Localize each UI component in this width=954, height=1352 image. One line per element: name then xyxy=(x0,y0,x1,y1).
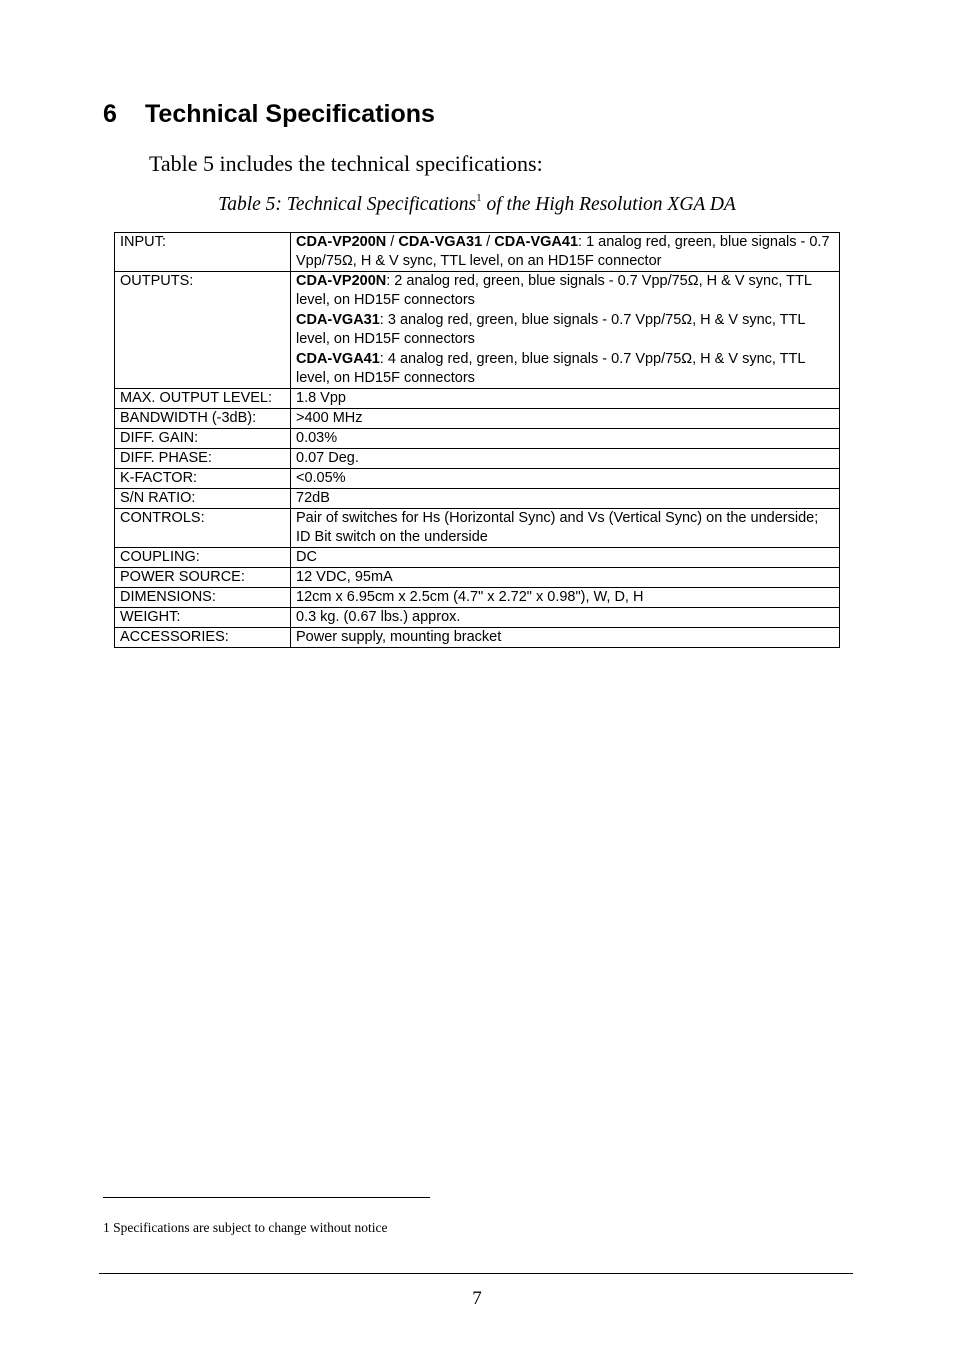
specifications-table xyxy=(114,232,840,648)
spec-value xyxy=(291,233,840,272)
section-heading xyxy=(103,100,435,129)
spec-text: : 4 analog red, green, blue signals - 0.7 Vpp/75Ω, H & V sync, TTL level, on HD15F connectors xyxy=(296,351,805,386)
table-row xyxy=(115,233,840,272)
spec-value: DC xyxy=(291,548,840,568)
model-name: CDA-VGA31 xyxy=(296,312,380,328)
spec-label: K-FACTOR: xyxy=(115,469,291,489)
footer-divider xyxy=(99,1273,853,1274)
table-caption xyxy=(0,192,954,216)
table-row xyxy=(115,469,840,489)
table-row xyxy=(115,509,840,548)
spec-value xyxy=(291,272,840,389)
section-title: Technical Specifications xyxy=(145,100,435,128)
intro-paragraph: Table 5 includes the technical specifications: xyxy=(149,151,543,176)
spec-text: : 1 analog red, green, blue signals - 0.7 Vpp/75Ω, H & V sync, TTL level, on an HD15F connector xyxy=(296,234,830,269)
separator: / xyxy=(482,234,495,250)
spec-value: 72dB xyxy=(291,489,840,509)
table-row xyxy=(115,429,840,449)
separator: / xyxy=(386,234,399,250)
caption-text-before: Table 5: Technical Specifications xyxy=(218,194,477,215)
spec-value: <0.05% xyxy=(291,469,840,489)
spec-label: DIFF. PHASE: xyxy=(115,449,291,469)
table-row xyxy=(115,608,840,628)
caption-text-after: of the High Resolution XGA DA xyxy=(481,194,736,215)
table-row xyxy=(115,449,840,469)
spec-text: : 2 analog red, green, blue signals - 0.7 Vpp/75Ω, H & V sync, TTL level, on HD15F connectors xyxy=(296,273,812,308)
model-name: CDA-VGA41 xyxy=(296,351,380,367)
page-number: 7 xyxy=(472,1288,482,1309)
table-row xyxy=(115,389,840,409)
spec-value: 0.03% xyxy=(291,429,840,449)
spec-label: POWER SOURCE: xyxy=(115,568,291,588)
spec-value: Pair of switches for Hs (Horizontal Sync) and Vs (Vertical Sync) on the underside; ID Bit switch on the underside xyxy=(291,509,840,548)
footnote-divider xyxy=(103,1197,430,1198)
model-name: CDA-VP200N xyxy=(296,234,387,250)
table-row xyxy=(115,568,840,588)
spec-value: 0.3 kg. (0.67 lbs.) approx. xyxy=(291,608,840,628)
spec-label: CONTROLS: xyxy=(115,509,291,548)
spec-value: Power supply, mounting bracket xyxy=(291,628,840,648)
output-line xyxy=(296,272,834,310)
spec-label: WEIGHT: xyxy=(115,608,291,628)
table-row xyxy=(115,272,840,389)
table-row xyxy=(115,588,840,608)
spec-label: COUPLING: xyxy=(115,548,291,568)
model-name: CDA-VP200N xyxy=(296,273,387,289)
spec-text: : 3 analog red, green, blue signals - 0.7 Vpp/75Ω, H & V sync, TTL level, on HD15F connectors xyxy=(296,312,805,347)
spec-label: MAX. OUTPUT LEVEL: xyxy=(115,389,291,409)
spec-label: OUTPUTS: xyxy=(115,272,291,389)
output-line xyxy=(296,350,834,388)
spec-value: 12cm x 6.95cm x 2.5cm (4.7" x 2.72" x 0.98"), W, D, H xyxy=(291,588,840,608)
output-line xyxy=(296,311,834,349)
spec-label: DIMENSIONS: xyxy=(115,588,291,608)
spec-label: S/N RATIO: xyxy=(115,489,291,509)
model-name: CDA-VGA41 xyxy=(494,234,579,250)
table-row xyxy=(115,409,840,429)
table-row xyxy=(115,548,840,568)
spec-value: 1.8 Vpp xyxy=(291,389,840,409)
footnote: 1 Specifications are subject to change without notice xyxy=(103,1220,388,1235)
spec-value: 0.07 Deg. xyxy=(291,449,840,469)
model-name: CDA-VGA31 xyxy=(398,234,483,250)
table-row xyxy=(115,489,840,509)
spec-value: 12 VDC, 95mA xyxy=(291,568,840,588)
spec-label: BANDWIDTH (-3dB): xyxy=(115,409,291,429)
section-number: 6 xyxy=(103,100,117,128)
spec-value: >400 MHz xyxy=(291,409,840,429)
table-row xyxy=(115,628,840,648)
spec-label: ACCESSORIES: xyxy=(115,628,291,648)
spec-label: INPUT: xyxy=(115,233,291,272)
footnote-reference: 1 xyxy=(476,192,482,204)
spec-label: DIFF. GAIN: xyxy=(115,429,291,449)
